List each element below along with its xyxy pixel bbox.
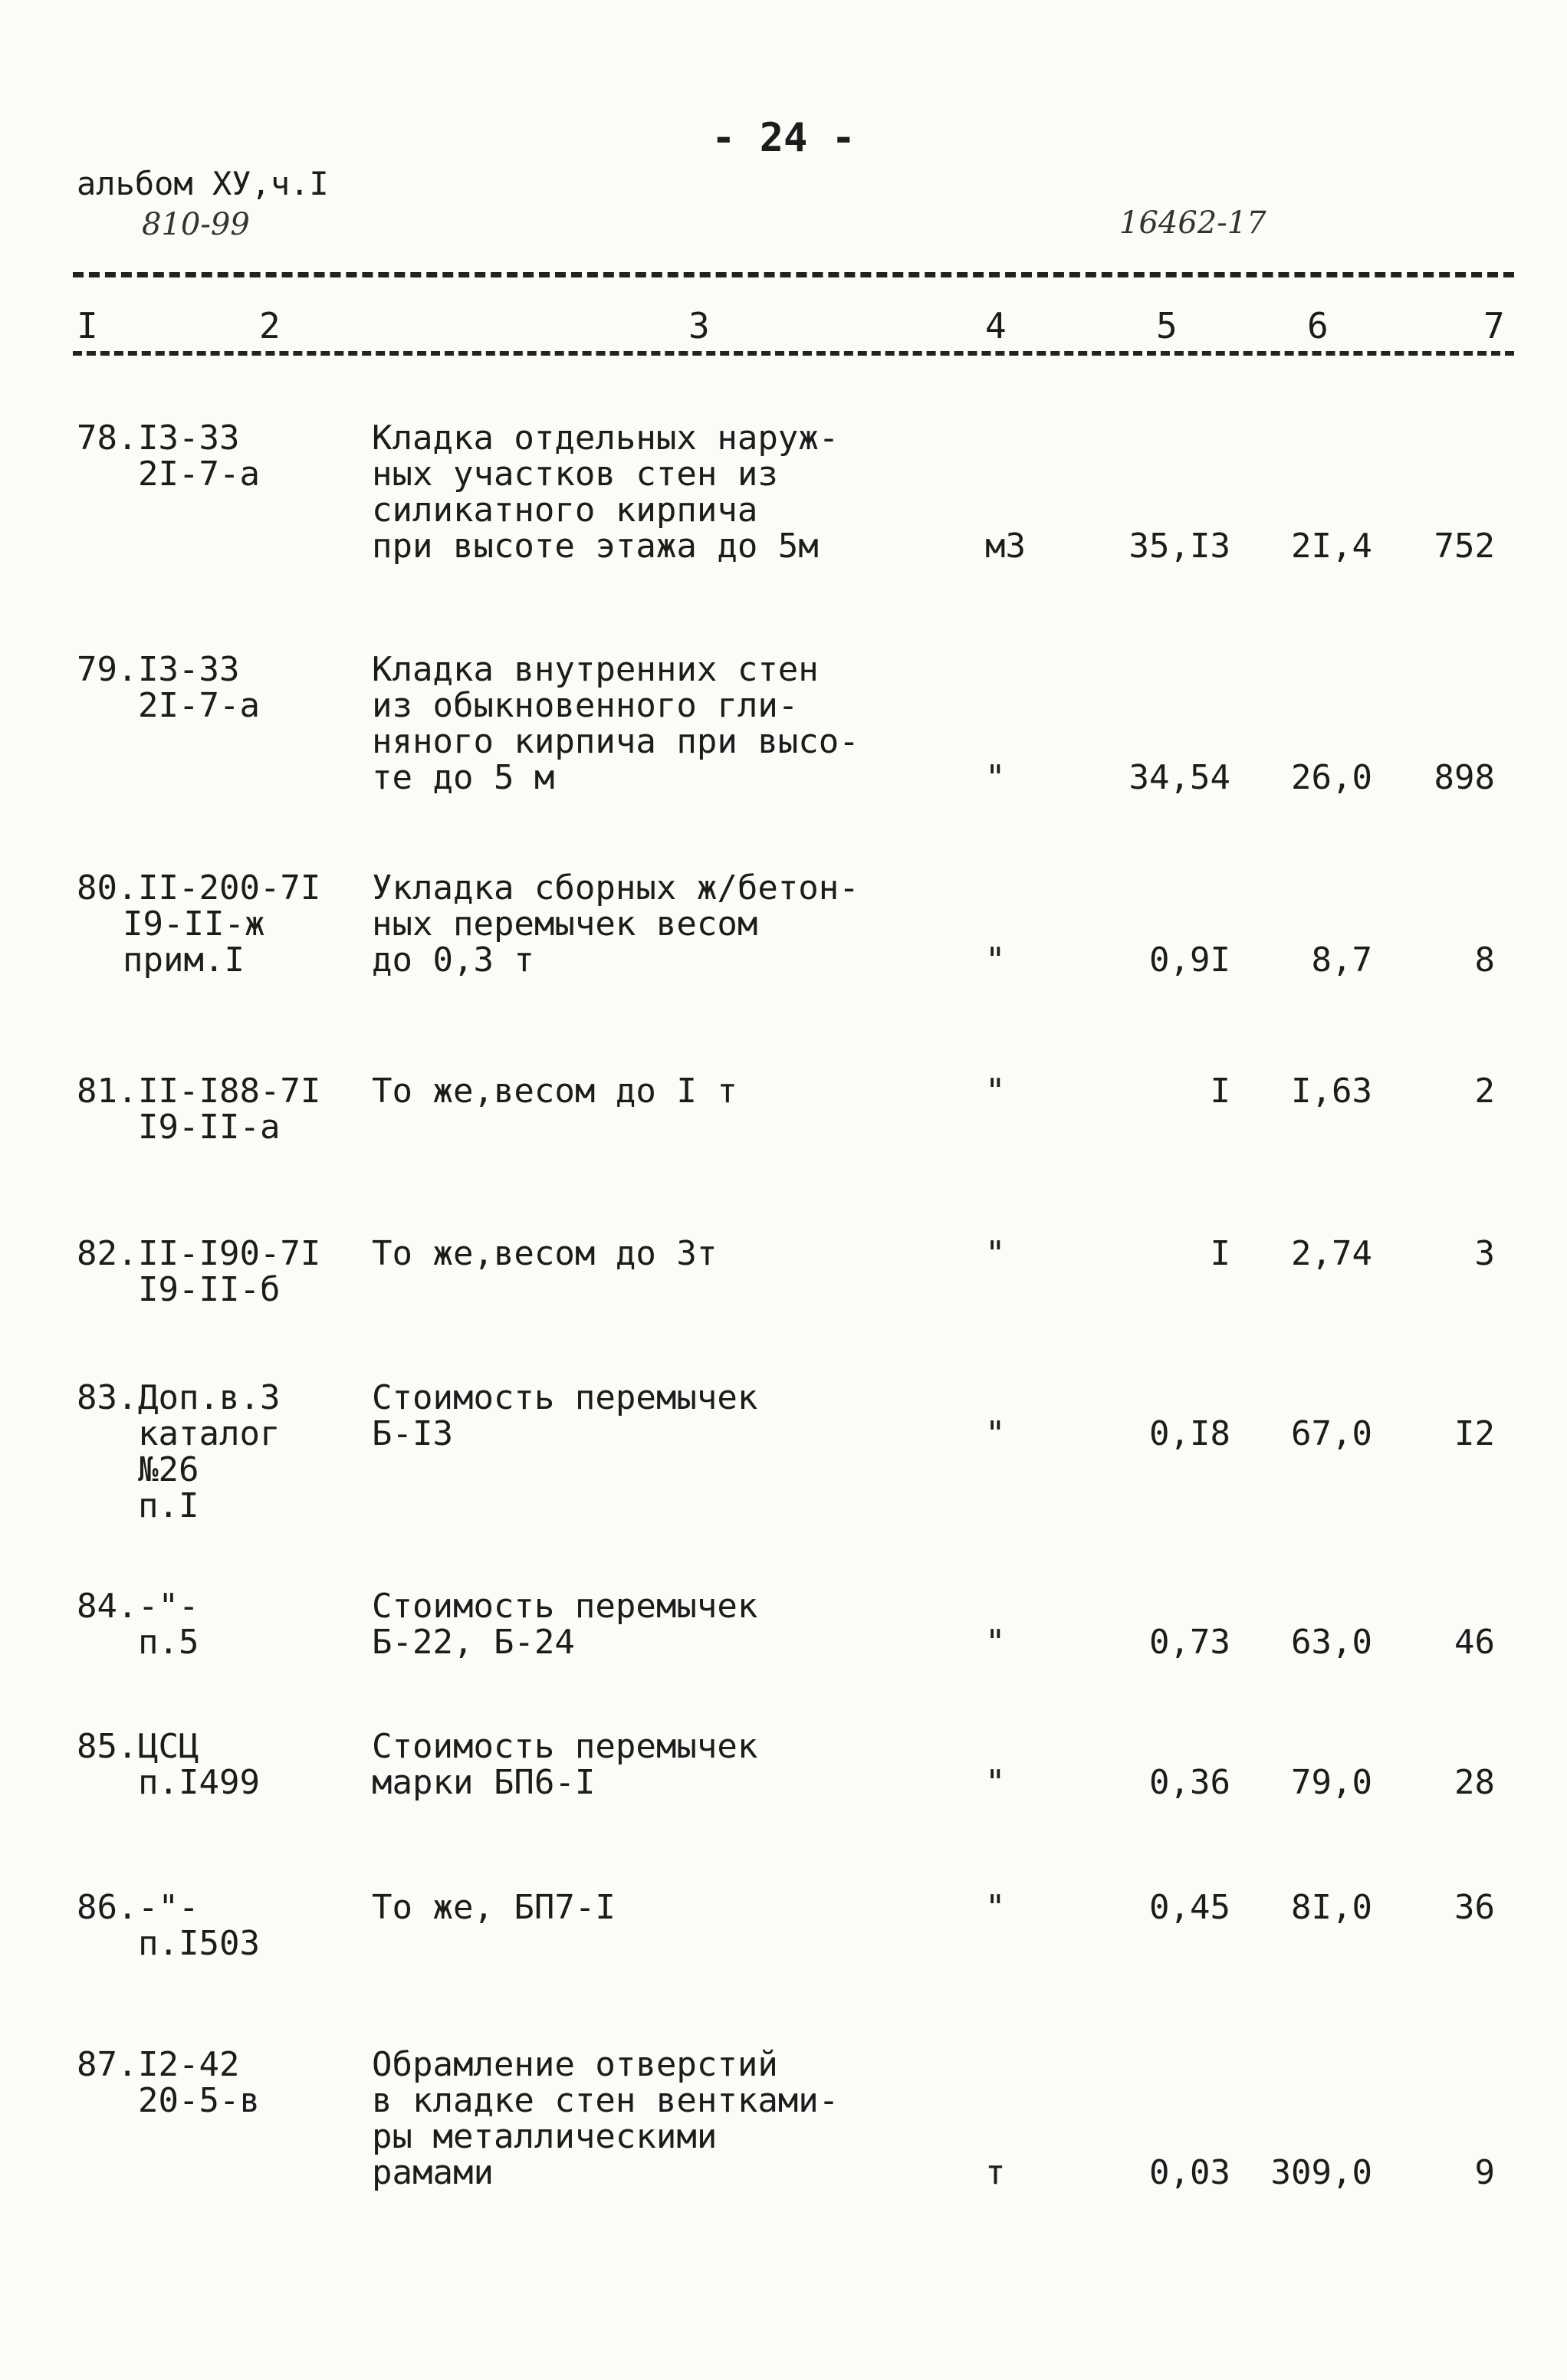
unit-price-cell: I,63: [1291, 1072, 1372, 1111]
unit-cell: ": [985, 1763, 1006, 1802]
norm-code-line: II-200-7I: [138, 868, 321, 908]
norm-code-line: ЦСЦ: [138, 1727, 199, 1766]
norm-code-line: I2-42: [138, 2045, 240, 2084]
header-bottom-rule: [73, 351, 1514, 356]
description-line: Стоимость перемычек: [372, 1587, 758, 1626]
norm-code-line: 20-5-в: [138, 2081, 260, 2120]
norm-code-line: -"-: [138, 1587, 199, 1626]
handwritten-note-left: 810-99: [142, 207, 250, 242]
description-line: марки БП6-I: [372, 1763, 596, 1802]
description-line: ных участков стен из: [372, 455, 778, 494]
unit-price-cell: 2,74: [1291, 1234, 1372, 1273]
quantity-cell: I: [1210, 1234, 1230, 1273]
page-number: - 24 -: [711, 115, 856, 161]
column-header-6: 6: [1307, 305, 1329, 346]
total-cost-cell: 46: [1454, 1623, 1495, 1662]
quantity-cell: 0,36: [1149, 1763, 1230, 1802]
unit-price-cell: 67,0: [1291, 1414, 1372, 1453]
norm-code-line: Доп.в.3: [138, 1378, 281, 1417]
description-line: в кладке стен вентками-: [372, 2081, 839, 2120]
row-number: 82.: [77, 1234, 138, 1273]
norm-code-line: п.I503: [138, 1924, 260, 1963]
total-cost-cell: 752: [1434, 527, 1495, 566]
norm-code-line: прим.I: [123, 941, 245, 980]
column-header-5: 5: [1156, 305, 1178, 346]
total-cost-cell: 9: [1474, 2153, 1495, 2192]
quantity-cell: I: [1210, 1072, 1230, 1111]
row-number: 83.: [77, 1378, 138, 1417]
quantity-cell: 0,I8: [1149, 1414, 1230, 1453]
total-cost-cell: I2: [1454, 1414, 1495, 1453]
unit-cell: ": [985, 1414, 1006, 1453]
description-line: няного кирпича при высо-: [372, 722, 859, 761]
total-cost-cell: 28: [1454, 1763, 1495, 1802]
norm-code-line: I3-33: [138, 419, 240, 458]
row-number: 84.: [77, 1587, 138, 1626]
norm-code-line: п.I: [138, 1486, 199, 1525]
description-line: То же,весом до I т: [372, 1072, 738, 1111]
description-line: те до 5 м: [372, 758, 555, 797]
description-line: Кладка отдельных наруж-: [372, 419, 839, 458]
row-number: 81.: [77, 1072, 138, 1111]
total-cost-cell: 2: [1474, 1072, 1495, 1111]
unit-price-cell: 8I,0: [1291, 1888, 1372, 1927]
header-top-rule: [73, 272, 1514, 277]
handwritten-note-right: 16462-17: [1119, 205, 1266, 241]
norm-code-line: I3-33: [138, 650, 240, 689]
unit-cell: ": [985, 1623, 1006, 1662]
description-line: Б-I3: [372, 1414, 453, 1453]
quantity-cell: 0,73: [1149, 1623, 1230, 1662]
total-cost-cell: 36: [1454, 1888, 1495, 1927]
description-line: Стоимость перемычек: [372, 1378, 758, 1417]
unit-price-cell: 8,7: [1311, 941, 1372, 980]
norm-code-line: I9-II-ж: [123, 904, 265, 944]
description-line: до 0,3 т: [372, 941, 534, 980]
column-header-7: 7: [1483, 305, 1505, 346]
row-number: 87.: [77, 2045, 138, 2084]
description-line: Кладка внутренних стен: [372, 650, 819, 689]
description-line: ных перемычек весом: [372, 904, 758, 944]
album-reference: альбом ХУ,ч.I: [77, 165, 329, 202]
norm-code-line: п.I499: [138, 1763, 260, 1802]
quantity-cell: 35,I3: [1128, 527, 1230, 566]
description-line: Б-22, Б-24: [372, 1623, 575, 1662]
quantity-cell: 34,54: [1128, 758, 1230, 797]
row-number: 78.: [77, 419, 138, 458]
norm-code-line: №26: [138, 1450, 199, 1489]
norm-code-line: п.5: [138, 1623, 199, 1662]
description-line: То же,весом до 3т: [372, 1234, 718, 1273]
unit-cell: м3: [985, 527, 1026, 566]
quantity-cell: 0,45: [1149, 1888, 1230, 1927]
quantity-cell: 0,9I: [1149, 941, 1230, 980]
unit-cell: ": [985, 1888, 1006, 1927]
description-line: То же, БП7-I: [372, 1888, 616, 1927]
unit-price-cell: 79,0: [1291, 1763, 1372, 1802]
row-number: 80.: [77, 868, 138, 908]
unit-price-cell: 63,0: [1291, 1623, 1372, 1662]
norm-code-line: 2I-7-а: [138, 455, 260, 494]
description-line: Стоимость перемычек: [372, 1727, 758, 1766]
total-cost-cell: 898: [1434, 758, 1495, 797]
norm-code-line: I9-II-б: [138, 1270, 281, 1309]
unit-price-cell: 2I,4: [1291, 527, 1372, 566]
norm-code-line: II-I90-7I: [138, 1234, 321, 1273]
description-line: из обыкновенного гли-: [372, 686, 799, 725]
column-header-3: 3: [688, 305, 710, 346]
norm-code-line: II-I88-7I: [138, 1072, 321, 1111]
row-number: 79.: [77, 650, 138, 689]
unit-cell: ": [985, 941, 1006, 980]
norm-code-line: -"-: [138, 1888, 199, 1927]
description-line: силикатного кирпича: [372, 491, 758, 530]
unit-cell: ": [985, 1072, 1006, 1111]
unit-cell: ": [985, 1234, 1006, 1273]
description-line: рамами: [372, 2153, 494, 2192]
unit-cell: ": [985, 758, 1006, 797]
column-header-1: I: [77, 305, 98, 346]
row-number: 86.: [77, 1888, 138, 1927]
unit-price-cell: 26,0: [1291, 758, 1372, 797]
total-cost-cell: 8: [1474, 941, 1495, 980]
description-line: Обрамление отверстий: [372, 2045, 778, 2084]
column-header-2: 2: [259, 305, 281, 346]
description-line: ры металлическими: [372, 2117, 718, 2156]
total-cost-cell: 3: [1474, 1234, 1495, 1273]
norm-code-line: 2I-7-а: [138, 686, 260, 725]
norm-code-line: I9-II-а: [138, 1108, 281, 1147]
quantity-cell: 0,03: [1149, 2153, 1230, 2192]
description-line: Укладка сборных ж/бетон-: [372, 868, 859, 908]
norm-code-line: каталог: [138, 1414, 281, 1453]
column-header-4: 4: [985, 305, 1007, 346]
row-number: 85.: [77, 1727, 138, 1766]
unit-price-cell: 309,0: [1270, 2153, 1372, 2192]
unit-cell: т: [985, 2153, 1006, 2192]
description-line: при высоте этажа до 5м: [372, 527, 819, 566]
